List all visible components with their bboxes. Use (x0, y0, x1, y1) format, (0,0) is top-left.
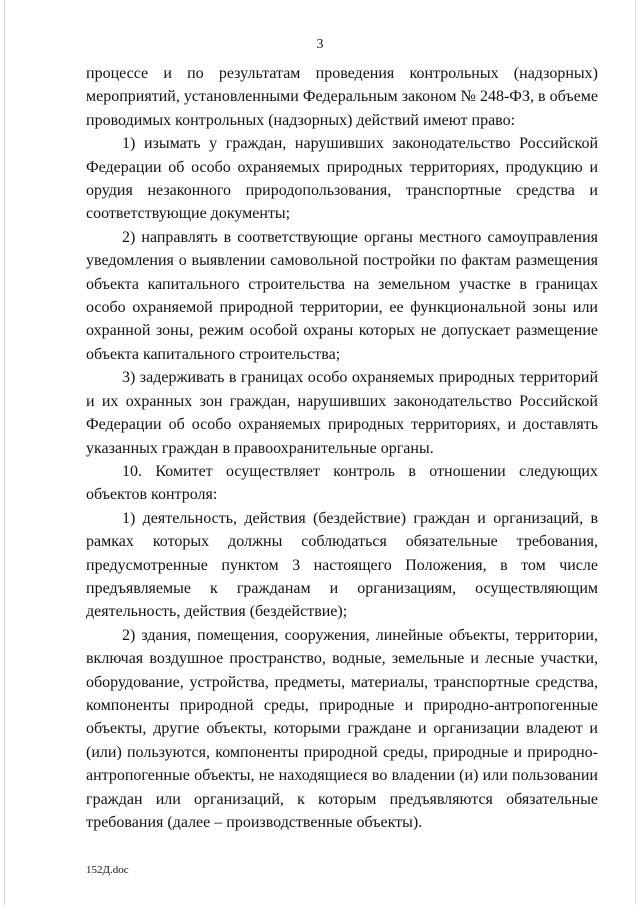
paragraph-item-3: 3) задерживать в границах особо охраняемых природных территорий и их охранных зон граждан, нарушивших законодательство Российской Федерации об особо охраняемых природных территориях, и доставлять указанных граждан в правоохранительные органы. (86, 369, 598, 457)
footer-filename: 152Д.doc (86, 864, 129, 876)
paragraph-clause-10-item-1: 1) деятельность, действия (бездействие) граждан и организаций, в рамках которых должны соблюдаться обязательные требования, предусмотренные пунктом 3 настоящего Положения, в том числе предъявляемые к гражданам и организациям, осуществляющим деятельность, действия (бездействие); (86, 509, 598, 621)
document-body (86, 62, 598, 834)
page-right-edge (635, 0, 636, 905)
paragraph-clause-10: 10. Комитет осуществляет контроль в отношении следующих объектов контроля: (86, 462, 598, 504)
paragraph-item-2: 2) направлять в соответствующие органы местного самоуправления уведомления о выявлении самовольной постройки по фактам размещения объекта капитального строительства на земельном участке в границах особо охраняемой природной территории, ее функциональной зоны или охранной зоны, режим особой охраны которых не допускает размещение объекта капитального строительства; (86, 228, 598, 363)
paragraph-item-1: 1) изымать у граждан, нарушивших законодательство Российской Федерации об особо охраняемых природных территориях, продукцию и орудия незаконного природопользования, транспортные средства и соответствующие документы; (86, 135, 598, 223)
paragraph-continuation: процессе и по результатам проведения контрольных (надзорных) мероприятий, установленными Федеральным законом № 248-ФЗ, в объеме проводимых контрольных (надзорных) действий имеют право: (86, 65, 598, 129)
paragraph-clause-10-item-2: 2) здания, помещения, сооружения, линейные объекты, территории, включая воздушное пространство, водные, земельные и лесные участки, оборудование, устройства, предметы, материалы, транспортные средства, компоненты природной среды, природные и природно-антропогенные объекты, другие объекты, которыми граждане и организации владеют и (или) пользуются, компоненты природной среды, природные и природно-антропогенные объекты, не находящиеся во владении (и) или пользовании граждан или организаций, к которым предъявляются обязательные требования (далее – производственные объекты). (86, 626, 598, 831)
page-left-edge (4, 0, 5, 905)
page-number: 3 (316, 37, 324, 52)
